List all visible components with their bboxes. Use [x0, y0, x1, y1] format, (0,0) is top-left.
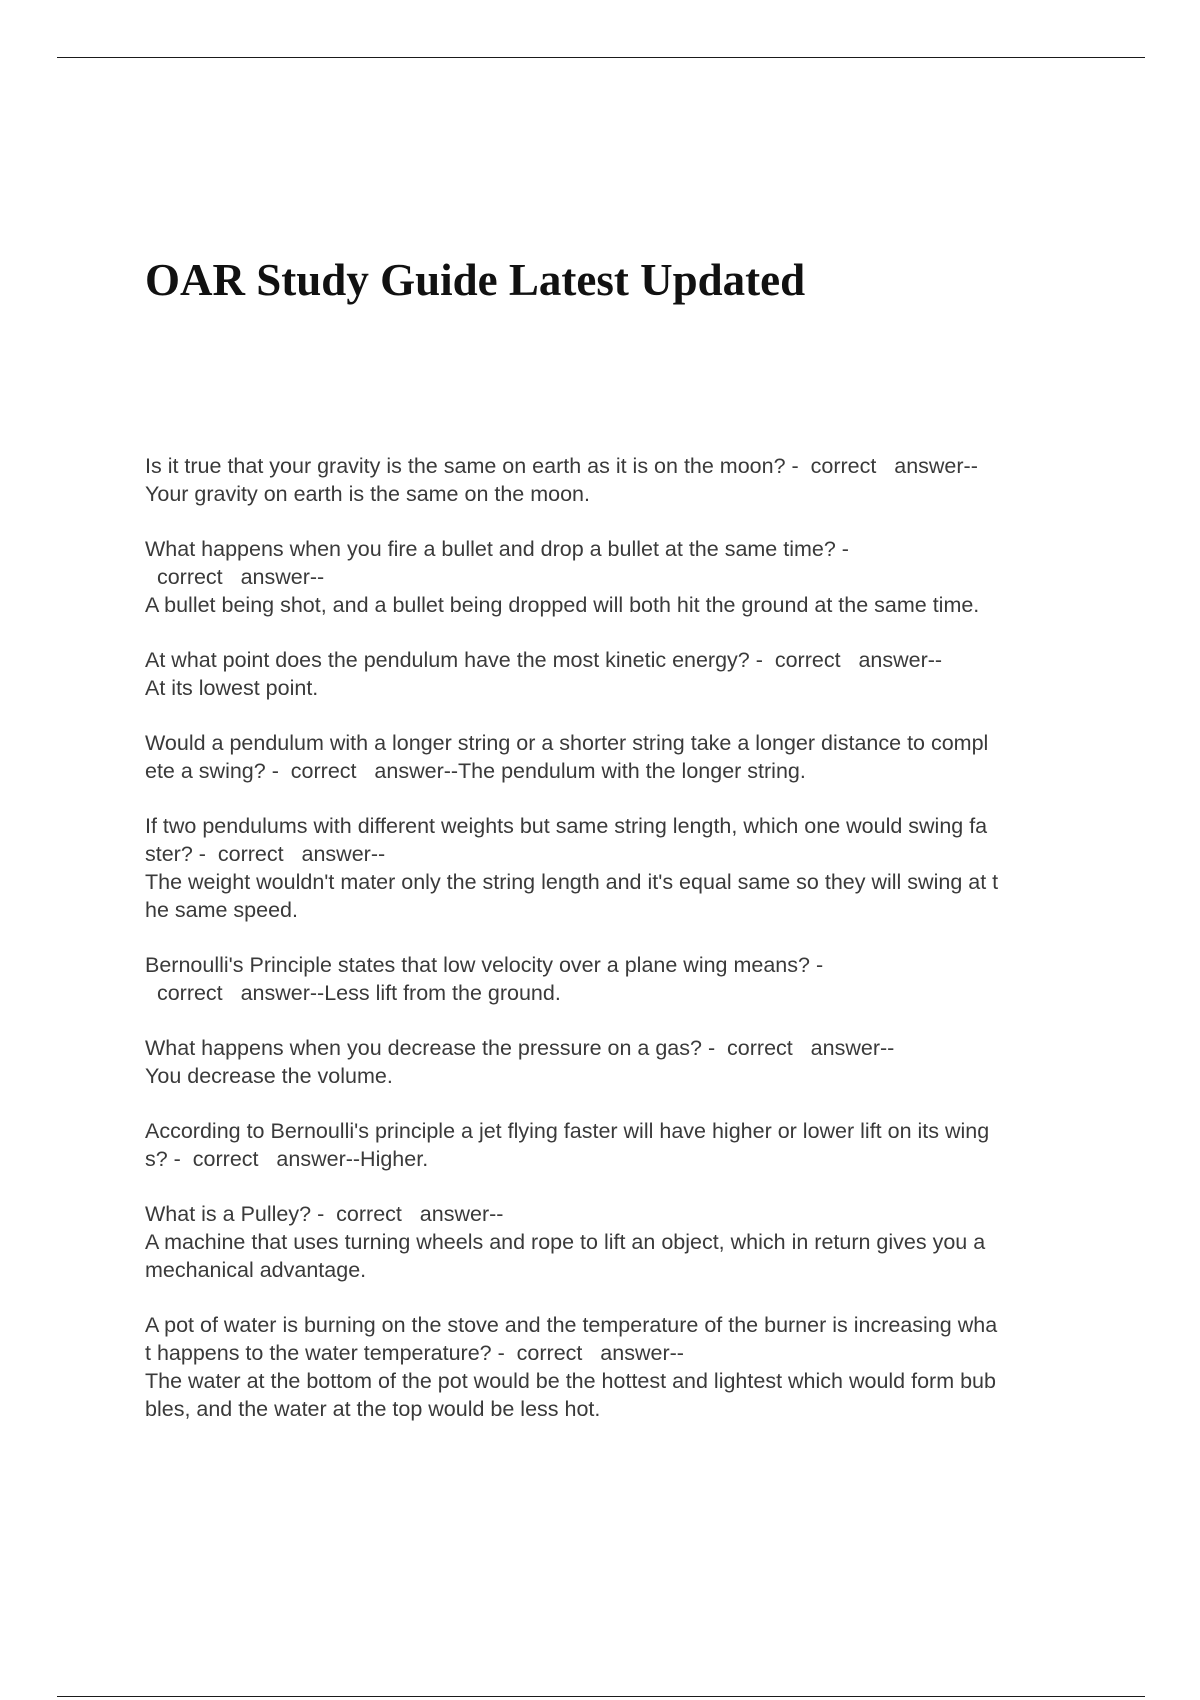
qa-line: At what point does the pendulum have the most kinetic energy? - correct answer-- [145, 648, 943, 672]
bottom-rule [57, 1696, 1145, 1697]
qa-item [145, 812, 1095, 924]
qa-item [145, 1200, 1095, 1284]
document-title: OAR Study Guide Latest Updated [145, 255, 806, 305]
qa-item [145, 646, 1095, 702]
qa-line: s? - correct answer--Higher. [145, 1147, 429, 1171]
qa-line: correct answer-- [145, 565, 325, 589]
qa-line: What happens when you decrease the pressure on a gas? - correct answer-- [145, 1036, 895, 1060]
qa-line: Bernoulli's Principle states that low velocity over a plane wing means? - [145, 953, 824, 977]
qa-line: ster? - correct answer-- [145, 842, 386, 866]
qa-line: t happens to the water temperature? - correct answer-- [145, 1341, 684, 1365]
top-rule [57, 57, 1145, 58]
qa-line: A bullet being shot, and a bullet being dropped will both hit the ground at the same time. [145, 593, 980, 617]
qa-line: What is a Pulley? - correct answer-- [145, 1202, 504, 1226]
qa-list [145, 452, 1095, 1450]
qa-item [145, 1117, 1095, 1173]
qa-line: At its lowest point. [145, 676, 319, 700]
qa-item [145, 535, 1095, 619]
qa-line: A machine that uses turning wheels and rope to lift an object, which in return gives you a [145, 1230, 986, 1254]
qa-item [145, 1034, 1095, 1090]
qa-line: What happens when you fire a bullet and drop a bullet at the same time? - [145, 537, 849, 561]
qa-line: Is it true that your gravity is the same on earth as it is on the moon? - correct answer-- [145, 454, 978, 478]
qa-line: correct answer--Less lift from the ground. [145, 981, 561, 1005]
qa-line: mechanical advantage. [145, 1258, 367, 1282]
qa-item [145, 452, 1095, 508]
qa-line: Would a pendulum with a longer string or a shorter string take a longer distance to compl [145, 731, 989, 755]
qa-line: A pot of water is burning on the stove and the temperature of the burner is increasing wha [145, 1313, 998, 1337]
qa-item [145, 951, 1095, 1007]
qa-line: According to Bernoulli's principle a jet flying faster will have higher or lower lift on its wing [145, 1119, 990, 1143]
qa-line: bles, and the water at the top would be less hot. [145, 1397, 601, 1421]
qa-item [145, 1311, 1095, 1423]
qa-line: If two pendulums with different weights but same string length, which one would swing fa [145, 814, 988, 838]
qa-line: The water at the bottom of the pot would be the hottest and lightest which would form bub [145, 1369, 996, 1393]
qa-line: You decrease the volume. [145, 1064, 393, 1088]
qa-line: Your gravity on earth is the same on the moon. [145, 482, 590, 506]
qa-line: he same speed. [145, 898, 298, 922]
qa-line: ete a swing? - correct answer--The pendulum with the longer string. [145, 759, 806, 783]
qa-line: The weight wouldn't mater only the string length and it's equal same so they will swing at t [145, 870, 999, 894]
qa-item [145, 729, 1095, 785]
